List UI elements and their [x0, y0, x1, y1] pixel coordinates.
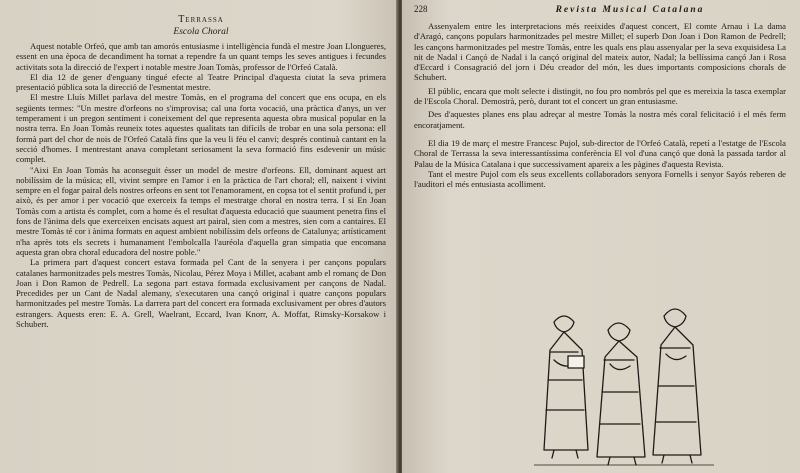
- page-number: 228: [414, 4, 428, 14]
- paragraph: Assenyalem entre les interpretacions més reeixides d'aquest concert, El comte Arnau i La dama d'Aragó, cançons populars harmonitzades pel mestre Millet; el superb Don Joan i Don Ramon de Pedrell; les cançons harmonitzades pel mestre Tomàs, entre les quals ens plau assenyalar per la seva exquisidesa La nit de Nadal i Cançó de Nadal i la cançó original del mateix autor, Nadal; la bellíssima cançó Jan i Rosa d'Eccard i Consagració del jorn i Déu creador del món, les dues importants composicions chorals de Schubert.: [414, 21, 786, 83]
- paragraph: La primera part d'aquest concert estava formada pel Cant de la senyera i per cançons populars catalanes harmonitzades pels mestres Tomàs, Nicolau, Pérez Moya i Millet, acabant amb el romanç de Don Joan i Don Ramon de Pedrell. La segona part estava formada exclusivament per cançons de Nadal. Precedides per un Cant de Nadal alemany, s'executaren una cançó original i quatre cançons populars harmonitzades pel mestre Tomàs. La darrera part del concert era formada exclusivament per obres d'autors estrangers. Aquests eren: E. A. Grell, Waelrant, Eccard, Ivan Knorr, A. Moffat, Rimsky-Korsakow i Schubert.: [16, 257, 386, 330]
- paragraph: El dia 12 de gener d'enguany tingué efecte al Teatre Principal d'aquesta ciutat la seva primera presentació pública sota la direcció de l'esmentat mestre.: [16, 71, 386, 93]
- paragraph: Des d'aquestes planes ens plau adreçar al mestre Tomàs la nostra més coral felicitació i el més ferm encoratjament.: [414, 109, 786, 130]
- paragraph: El mestre Lluís Millet parlava del mestre Tomàs, en el programa del concert que ens ocupa, en els següents termes: "Un mestre d'orfeons no s'improvisa; cal una forta vocació, una pràctica d'anys, un ver temperament i un pregon sentiment i coneixement del que representa aquesta obra musical popular en la nostra terra. En Joan Tomàs reuneix totes aquestes qualitats tan difícils de trobar en una sola persona: ell formà part del chor de nois de l'Orfeó Català fins que la veu li féu el canvi; després continuà cantant en la secció d'homes. I mentrestant anava completant seriosament la seva formació fins esdevenir un músic complet.: [16, 92, 386, 165]
- paragraph: Tant el mestre Pujol com els seus excellents collaboradors senyora Fornells i senyor Sayós reberen de l'auditori el més entusiasta acolliment.: [414, 168, 786, 190]
- paragraph: Aquest notable Orfeó, que amb tan amorós entusiasme i intelligència fundà el mestre Joan Llongueres, essent en una època de decandiment ha tornat a rependre fa un quant temps les seves antigues i fecundes activitats sota la direcció de l'expert i notable mestre Joan Tomàs, professor de l'Orfeó Català.: [16, 41, 386, 72]
- section-subtitle: Escola Choral: [173, 27, 229, 37]
- running-title: Revista Musical Catalana: [555, 5, 705, 15]
- singers-illustration: [524, 300, 724, 470]
- paragraph: El públic, encara que molt selecte i distingit, no fou pro nombrós pel que es mereixia la tasca exemplar de l'Escola Choral. Demostrà, però, durant tot el concert un gran entusiasme.: [414, 85, 786, 107]
- paragraph: "Aixi En Joan Tomàs ha aconseguit ésser un model de mestre d'orfeons. Ell, dominant aquest art nobilíssim de la música; ell, vivint sempre en l'amor i en la pràctica de l'art choral; ell, naixent i vivint sempre en el fogar pairal dels nostres orfeons en sent tot l'enamorament, en copsa tot el sentit profund i, per això, és per amor i per vocació que exerceix fa temps el mestratge choral en nostra terra. I si En Joan Tomàs com a artista és complet, com a home és el resultat d'aquesta educació que suaument penetra fins el fons de l'ànima dels que exerceixen encisats aquest art pairal, sien com a mestres, sien com a cantaires. El mestre Tomàs té cor i ànima formats en aquest ambient nobilíssim dels orfeons de Catalunya; artísticament n'ha après tots els secrets i humanament l'embolcalla l'auréola d'aquella gran simpatia que encomana aquesta gran obra choral educadora del nostre poble.": [16, 164, 386, 257]
- section-title: Terrassa: [178, 14, 224, 25]
- paragraph: El dia 19 de març el mestre Francesc Pujol, sub-director de l'Orfeó Català, repetí a l'estatge de l'Escola Choral de Terrassa la seva interessantíssima conferència El vol d'una cançó que donà la passada tardor al Palau de la Música Catalana i que successivament apareix a les pàgines d'aquesta Revista.: [414, 137, 786, 169]
- left-page: [0, 0, 398, 473]
- page-header: [414, 4, 786, 15]
- right-page: [402, 0, 800, 473]
